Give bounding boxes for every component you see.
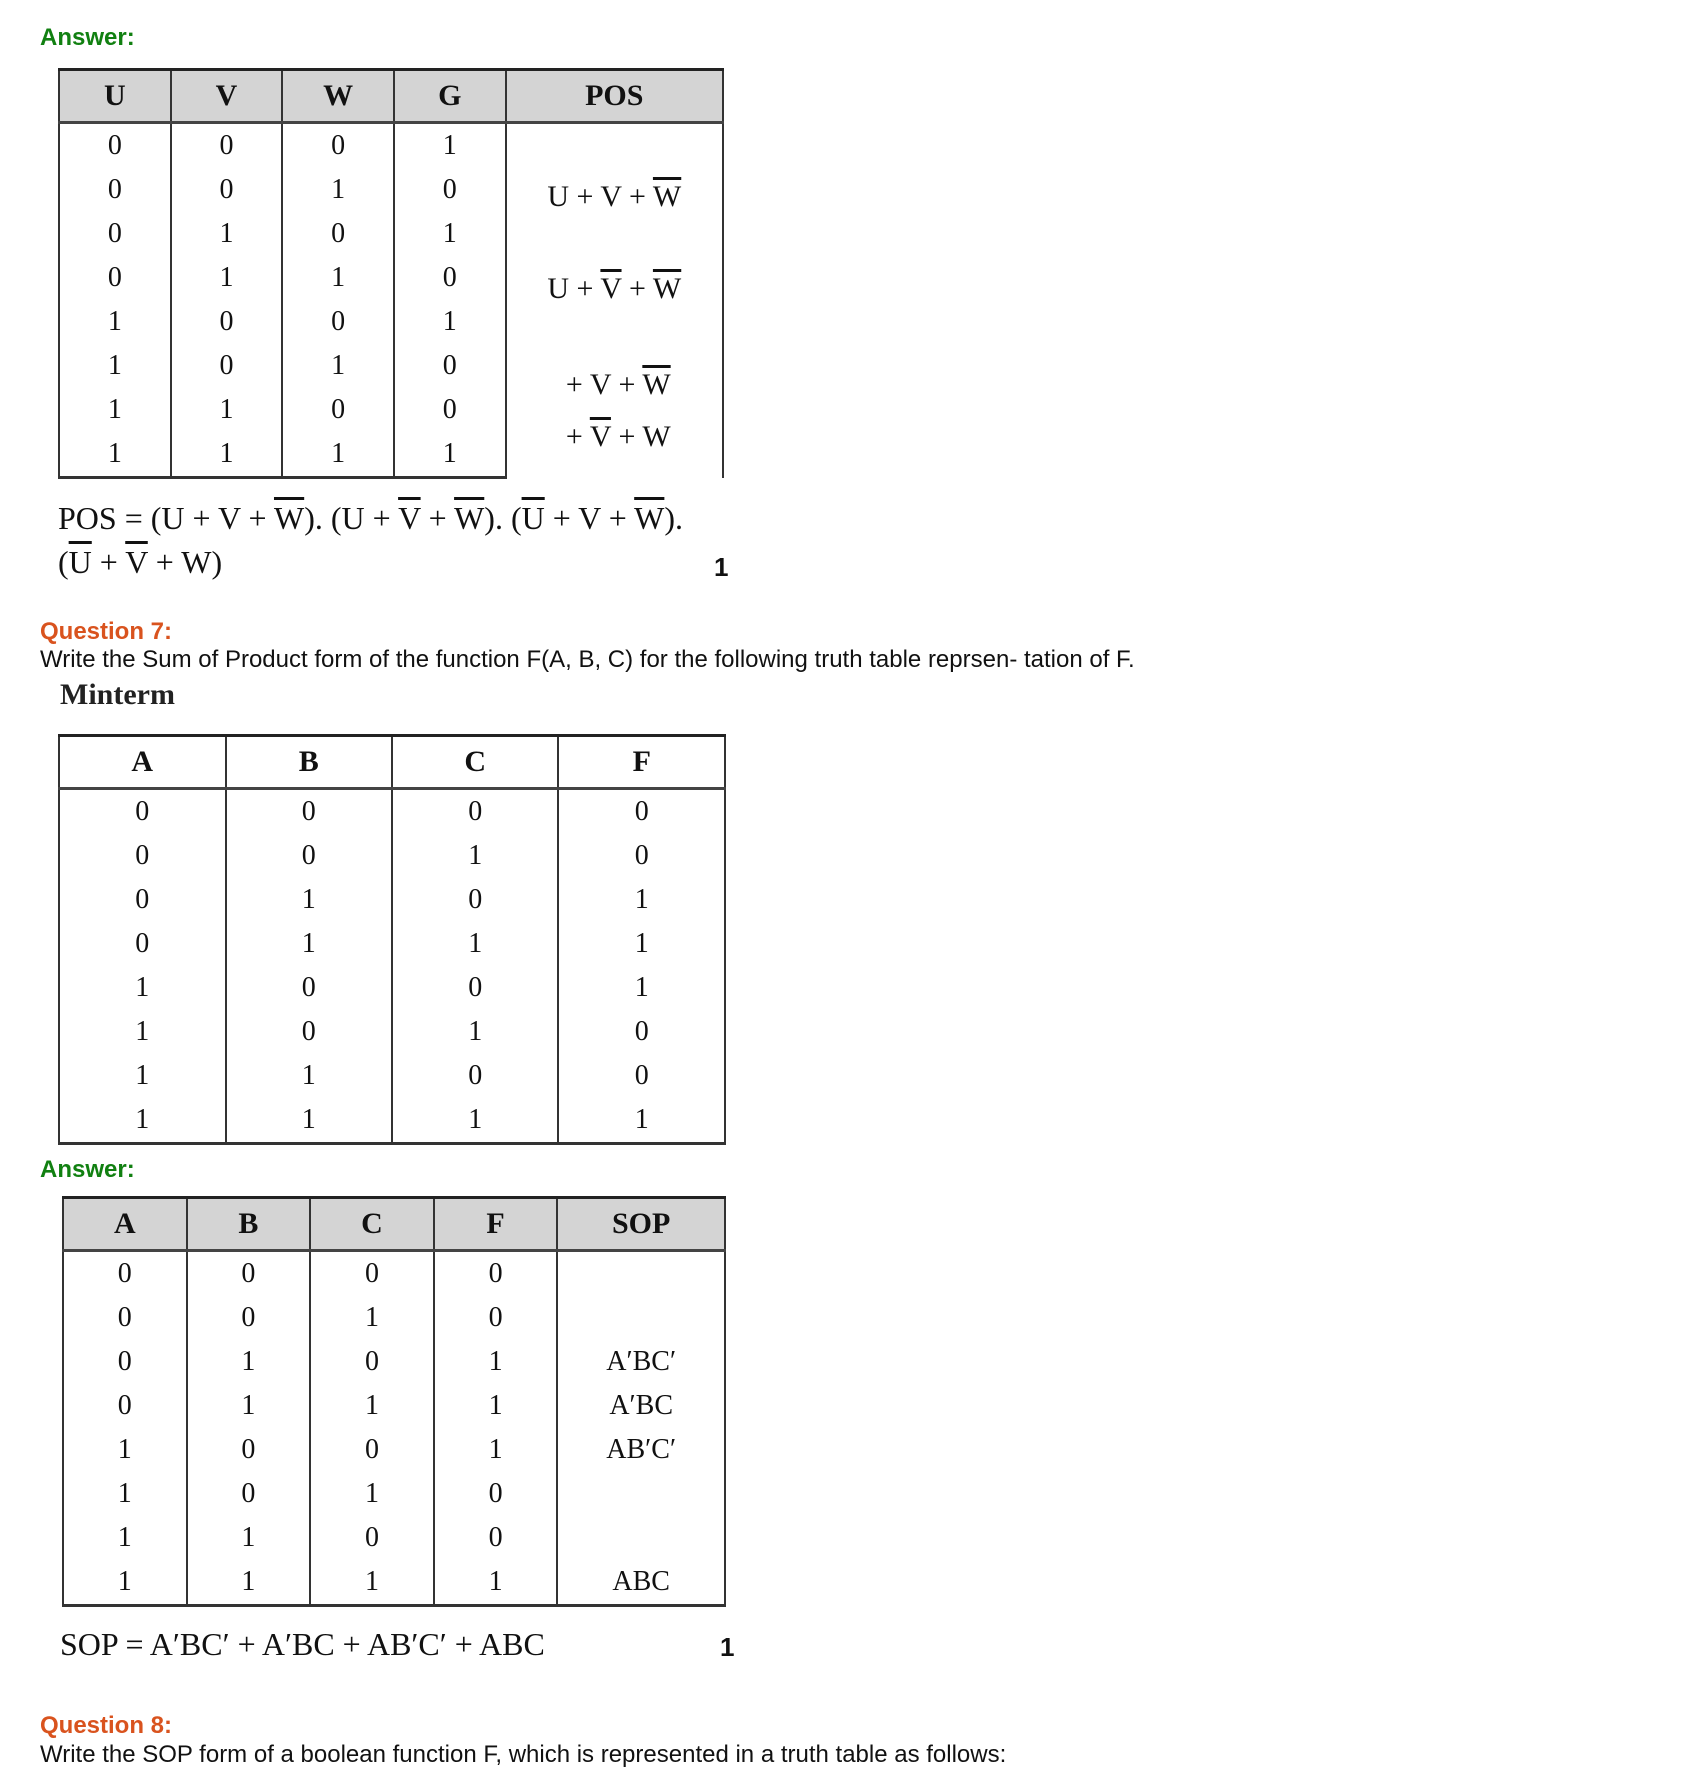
cell: 0 bbox=[434, 1296, 558, 1340]
cell: 0 bbox=[392, 966, 559, 1010]
pos-formula: POS = $(U + V + \overline{W})$. $(U + \overline{V} + \overline{W})$. $(\overline{U} + V + \overline{W})$. bbox=[58, 500, 684, 536]
cell: 1 bbox=[171, 432, 283, 478]
cell: 0 bbox=[63, 1296, 187, 1340]
table-row bbox=[59, 1054, 725, 1098]
cell: 1 bbox=[59, 344, 171, 388]
cell: 0 bbox=[226, 1010, 392, 1054]
cell: 0 bbox=[558, 789, 725, 835]
cell: 1 bbox=[392, 1098, 559, 1144]
question-7-text: Write the Sum of Product form of the function F(A, B, C) for the following truth table reprsen- tation of F. bbox=[40, 646, 1135, 673]
cell: 0 bbox=[310, 1516, 434, 1560]
pos-terms-cell bbox=[506, 123, 723, 478]
cell: 1 bbox=[59, 388, 171, 432]
cell: 1 bbox=[558, 922, 725, 966]
column-header: U bbox=[59, 70, 171, 123]
cell: 1 bbox=[59, 966, 226, 1010]
cell: 0 bbox=[171, 300, 283, 344]
cell: 1 bbox=[434, 1340, 558, 1384]
cell: 0 bbox=[392, 1054, 559, 1098]
cell: 1 bbox=[187, 1384, 311, 1428]
cell: 1 bbox=[558, 1098, 725, 1144]
cell: 0 bbox=[59, 168, 171, 212]
table-header-row bbox=[59, 736, 725, 789]
column-header: C bbox=[392, 736, 559, 789]
cell: 1 bbox=[59, 300, 171, 344]
table-row bbox=[59, 123, 723, 169]
cell: 0 bbox=[59, 256, 171, 300]
column-header: B bbox=[226, 736, 392, 789]
marks-value: 1 bbox=[714, 552, 729, 582]
sop-formula: SOP = A′BC′ + A′BC + AB′C′ + ABC bbox=[60, 1626, 545, 1662]
column-header: POS bbox=[506, 70, 723, 123]
column-header: V bbox=[171, 70, 283, 123]
cell: 1 bbox=[310, 1560, 434, 1606]
cell: 0 bbox=[310, 1340, 434, 1384]
column-header: F bbox=[558, 736, 725, 789]
cell: 0 bbox=[59, 878, 226, 922]
column-header: G bbox=[394, 70, 506, 123]
column-header: C bbox=[310, 1198, 434, 1251]
column-header: A bbox=[63, 1198, 187, 1251]
cell: 1 bbox=[434, 1428, 558, 1472]
cell: 1 bbox=[171, 388, 283, 432]
cell: 1 bbox=[558, 878, 725, 922]
table-row bbox=[59, 834, 725, 878]
cell: 0 bbox=[226, 966, 392, 1010]
cell: 0 bbox=[558, 834, 725, 878]
cell: 1 bbox=[187, 1560, 311, 1606]
cell: 0 bbox=[310, 1251, 434, 1297]
cell: 1 bbox=[226, 922, 392, 966]
column-header: SOP bbox=[557, 1198, 725, 1251]
cell: 0 bbox=[282, 388, 394, 432]
column-header: B bbox=[187, 1198, 311, 1251]
cell: 0 bbox=[282, 212, 394, 256]
pos-formula-line2: $(\overline{U} + \overline{V} + W)$ bbox=[58, 544, 223, 580]
sop-term: AB′C′ bbox=[557, 1428, 725, 1472]
table-row bbox=[63, 1472, 725, 1516]
cell: 0 bbox=[558, 1010, 725, 1054]
minterm-label: Minterm bbox=[60, 678, 175, 711]
cell: 0 bbox=[434, 1516, 558, 1560]
cell: 1 bbox=[434, 1560, 558, 1606]
cell: 1 bbox=[59, 1054, 226, 1098]
cell: 0 bbox=[187, 1472, 311, 1516]
cell: 1 bbox=[171, 212, 283, 256]
cell: 1 bbox=[310, 1472, 434, 1516]
cell: 0 bbox=[282, 300, 394, 344]
cell: 0 bbox=[63, 1340, 187, 1384]
cell: 1 bbox=[59, 1098, 226, 1144]
cell: 1 bbox=[226, 1054, 392, 1098]
cell: 1 bbox=[63, 1428, 187, 1472]
sop-term: A′BC′ bbox=[557, 1340, 725, 1384]
sop-term: ABC bbox=[557, 1560, 725, 1606]
cell: 0 bbox=[59, 123, 171, 169]
cell: 0 bbox=[187, 1251, 311, 1297]
cell: 0 bbox=[394, 344, 506, 388]
cell: 1 bbox=[226, 1098, 392, 1144]
cell: 0 bbox=[392, 878, 559, 922]
sop-truth-table bbox=[62, 1196, 726, 1607]
cell: 1 bbox=[310, 1296, 434, 1340]
table-row bbox=[63, 1516, 725, 1560]
cell: 1 bbox=[59, 1010, 226, 1054]
table-row bbox=[63, 1251, 725, 1297]
cell: 1 bbox=[282, 432, 394, 478]
cell: 1 bbox=[394, 212, 506, 256]
table-row bbox=[59, 1010, 725, 1054]
question-8-title: Question 8: bbox=[40, 1712, 173, 1739]
sop-term: A′BC bbox=[557, 1384, 725, 1428]
table-row bbox=[63, 1340, 725, 1384]
pos-truth-table bbox=[58, 68, 724, 479]
answer-label: Answer: bbox=[40, 24, 135, 51]
cell: 1 bbox=[394, 123, 506, 169]
column-header: F bbox=[434, 1198, 558, 1251]
cell: 0 bbox=[63, 1384, 187, 1428]
cell: 0 bbox=[171, 344, 283, 388]
cell: 1 bbox=[394, 300, 506, 344]
cell: 1 bbox=[392, 1010, 559, 1054]
sop-term bbox=[557, 1296, 725, 1340]
sop-term bbox=[557, 1472, 725, 1516]
table-header-row bbox=[63, 1198, 725, 1251]
cell: 0 bbox=[171, 168, 283, 212]
cell: 1 bbox=[63, 1472, 187, 1516]
cell: 1 bbox=[282, 344, 394, 388]
cell: 0 bbox=[310, 1428, 434, 1472]
cell: 1 bbox=[558, 966, 725, 1010]
cell: 0 bbox=[392, 789, 559, 835]
cell: 1 bbox=[392, 922, 559, 966]
pos-term: + $\overline{V} + W$ bbox=[565, 420, 671, 453]
cell: 1 bbox=[392, 834, 559, 878]
sop-term bbox=[557, 1251, 725, 1297]
table-row bbox=[59, 789, 725, 835]
cell: 0 bbox=[394, 168, 506, 212]
cell: 0 bbox=[59, 789, 226, 835]
table-row bbox=[63, 1296, 725, 1340]
table-row bbox=[59, 1098, 725, 1144]
cell: 0 bbox=[187, 1428, 311, 1472]
marks-value: 1 bbox=[720, 1632, 735, 1662]
table-row bbox=[63, 1384, 725, 1428]
table-row bbox=[63, 1560, 725, 1606]
cell: 1 bbox=[282, 168, 394, 212]
cell: 1 bbox=[63, 1516, 187, 1560]
cell: 1 bbox=[226, 878, 392, 922]
cell: 0 bbox=[226, 789, 392, 835]
cell: 0 bbox=[59, 212, 171, 256]
cell: 1 bbox=[187, 1340, 311, 1384]
table-row bbox=[59, 922, 725, 966]
cell: 1 bbox=[282, 256, 394, 300]
table-header-row bbox=[59, 70, 723, 123]
table-row bbox=[59, 878, 725, 922]
column-header: A bbox=[59, 736, 226, 789]
pos-term: + $V + \overline{W}$ bbox=[565, 368, 671, 401]
cell: 1 bbox=[63, 1560, 187, 1606]
cell: 0 bbox=[187, 1296, 311, 1340]
table-row bbox=[63, 1428, 725, 1472]
cell: 0 bbox=[171, 123, 283, 169]
cell: 0 bbox=[558, 1054, 725, 1098]
sop-term bbox=[557, 1516, 725, 1560]
pos-term: $U + \overline{V} + \overline{W}$ bbox=[547, 272, 682, 305]
cell: 0 bbox=[63, 1251, 187, 1297]
cell: 1 bbox=[434, 1384, 558, 1428]
answer-label: Answer: bbox=[40, 1156, 135, 1183]
cell: 0 bbox=[59, 834, 226, 878]
cell: 0 bbox=[394, 256, 506, 300]
cell: 1 bbox=[394, 432, 506, 478]
cell: 1 bbox=[171, 256, 283, 300]
cell: 0 bbox=[59, 922, 226, 966]
cell: 0 bbox=[434, 1472, 558, 1516]
column-header: W bbox=[282, 70, 394, 123]
cell: 0 bbox=[434, 1251, 558, 1297]
cell: 0 bbox=[282, 123, 394, 169]
question-8-text: Write the SOP form of a boolean function F, which is represented in a truth table as follows: bbox=[40, 1741, 1007, 1768]
pos-term: $U + V + \overline{W}$ bbox=[547, 180, 682, 213]
cell: 0 bbox=[394, 388, 506, 432]
cell: 0 bbox=[226, 834, 392, 878]
question-truth-table bbox=[58, 734, 726, 1145]
table-row bbox=[59, 966, 725, 1010]
question-7-title: Question 7: bbox=[40, 618, 173, 645]
cell: 1 bbox=[187, 1516, 311, 1560]
cell: 1 bbox=[310, 1384, 434, 1428]
cell: 1 bbox=[59, 432, 171, 478]
